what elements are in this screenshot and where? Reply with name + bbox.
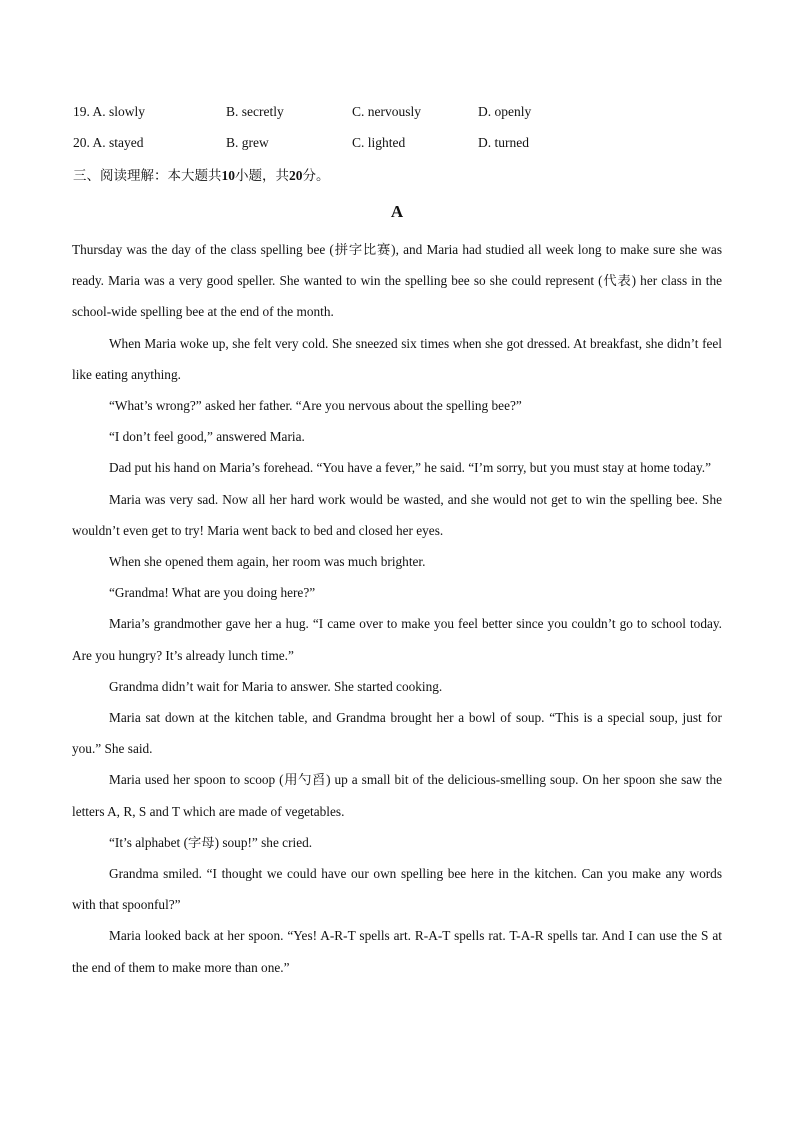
passage-paragraph: “What’s wrong?” asked her father. “Are you nervous about the spelling bee?” [109,398,522,414]
question-20-option-b: B. grew [226,135,269,150]
question-20-option-d: D. turned [478,135,529,150]
passage-paragraph: Maria’s grandmother gave her a hug. “I came over to make you feel better since you couldn’t go to school today. Are you hungry? It’s already lunch time.” [72,616,722,663]
question-20-option-a: 20. A. stayed [73,135,144,150]
section-heading-mid: 小题，共 [235,168,289,183]
question-19-option-d: D. openly [478,104,532,119]
passage-paragraph: Dad put his hand on Maria’s forehead. “You have a fever,” he said. “I’m sorry, but you must stay at home today.” [109,460,711,476]
passage-paragraph: Thursday was the day of the class spelling bee (拼字比赛), and Maria had studied all week long to make sure she was ready. Maria was a very good speller. She wanted to win the spelling bee so she could represent (代表) her class in the school-wide spelling bee at the end of the month. [72,242,722,320]
section-heading-suffix: 分。 [302,168,330,183]
question-19-option-c: C. nervously [352,104,421,119]
passage-paragraph: When she opened them again, her room was much brighter. [109,554,426,570]
reading-passage [72,234,722,983]
passage-paragraph: Maria sat down at the kitchen table, and Grandma brought her a bowl of soup. “This is a special soup, just for you.” She said. [72,710,722,757]
passage-paragraph: Maria used her spoon to scoop (用勺舀) up a small bit of the delicious-smelling soup. On her spoon she saw the letters A, R, S and T which are made of vegetables. [72,772,722,819]
section-question-count: 10 [221,168,235,183]
passage-paragraph: Maria was very sad. Now all her hard work would be wasted, and she would not get to win the spelling bee. She wouldn’t even get to try! Maria went back to bed and closed her eyes. [72,491,722,538]
section-heading [73,164,330,184]
passage-paragraph: Maria looked back at her spoon. “Yes! A-R-T spells art. R-A-T spells rat. T-A-R spells tar. And I can use the S at the end of them to make more than one.” [72,928,722,975]
section-score: 20 [289,168,303,183]
passage-paragraph: “I don’t feel good,” answered Maria. [109,429,305,445]
passage-paragraph: “Grandma! What are you doing here?” [109,585,316,601]
passage-paragraph: Grandma smiled. “I thought we could have our own spelling bee here in the kitchen. Can you make any words with that spoonful?” [72,866,722,913]
question-19-option-b: B. secretly [226,104,284,119]
passage-paragraph: When Maria woke up, she felt very cold. She sneezed six times when she got dressed. At breakfast, she didn’t feel like eating anything. [72,335,722,382]
question-19-option-a: 19. A. slowly [73,104,146,119]
passage-label: A [390,202,404,221]
section-heading-prefix: 三、阅读理解：本大题共 [73,168,222,183]
question-20-option-c: C. lighted [352,135,406,150]
passage-paragraph: Grandma didn’t wait for Maria to answer. She started cooking. [109,678,443,694]
passage-paragraph: “It’s alphabet (字母) soup!” she cried. [109,834,313,850]
